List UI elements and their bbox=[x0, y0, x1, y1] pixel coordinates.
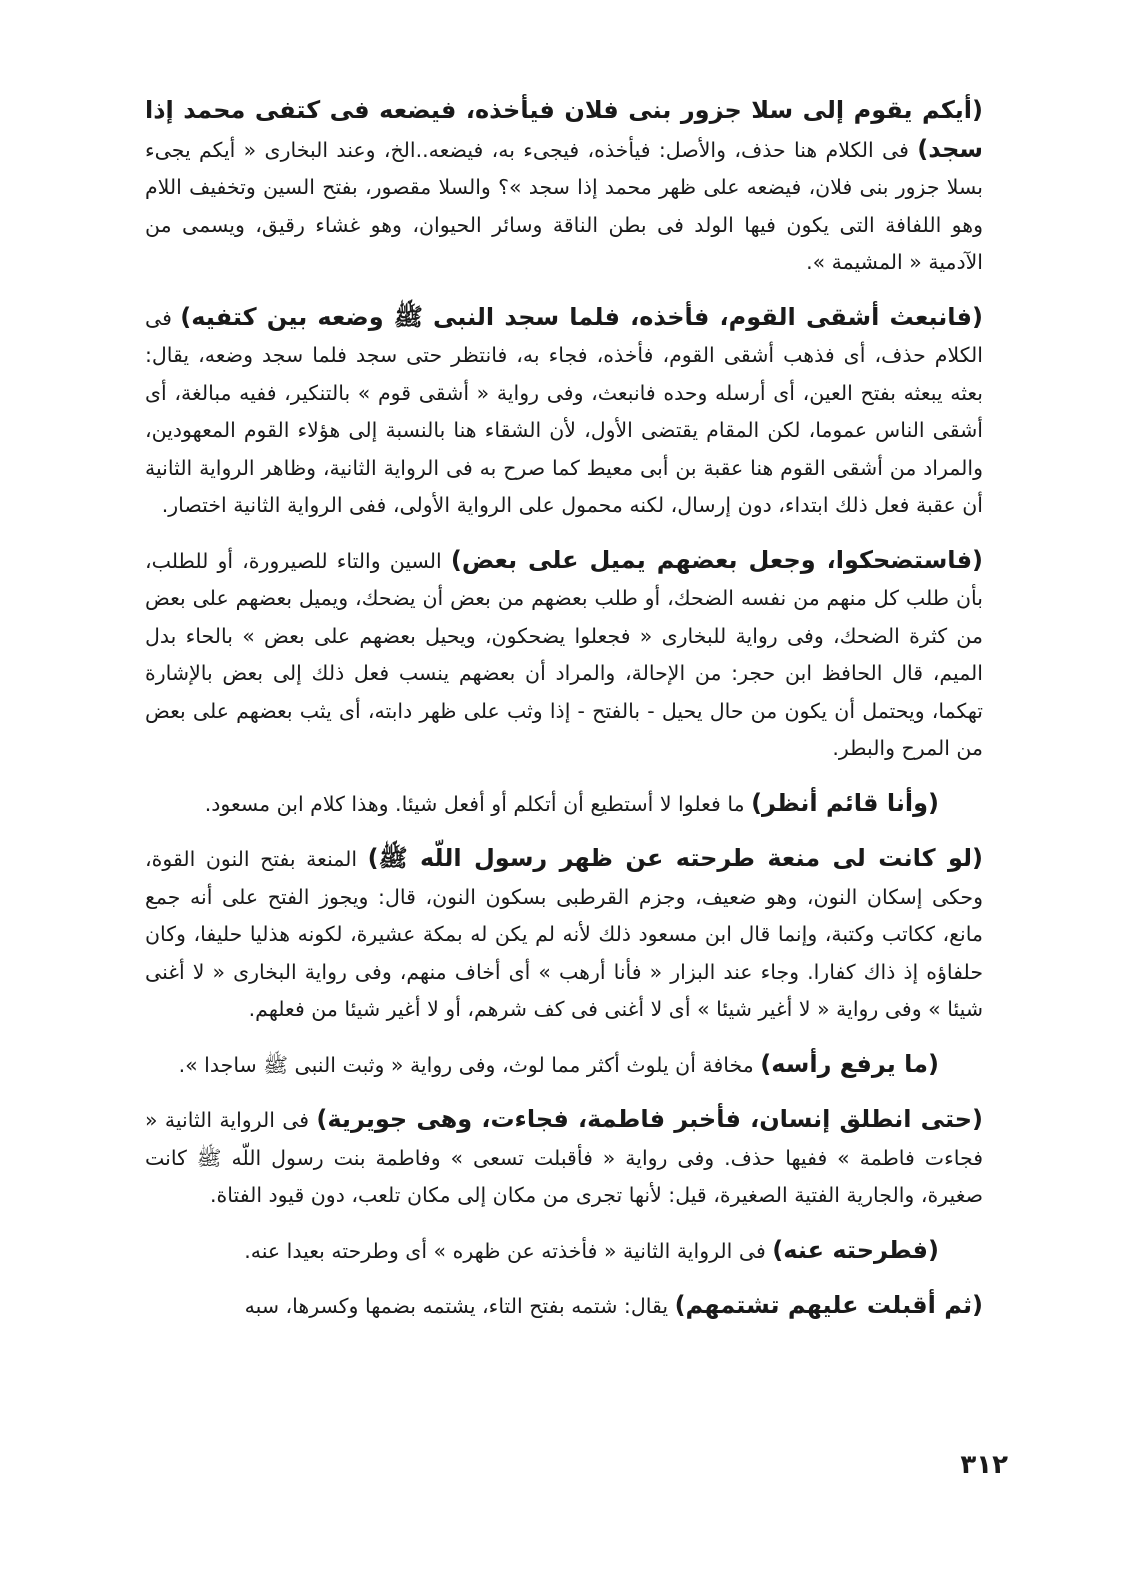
commentary-text: ما فعلوا لا أستطيع أن أتكلم أو أفعل شيئا. وهذا كلام ابن مسعود. bbox=[204, 791, 752, 816]
hadith-lemma: (فانبعث أشقى القوم، فأخذه، فلما سجد النبى ﷺ وضعه بين كتفيه) bbox=[180, 302, 983, 331]
hadith-lemma: (أيكم يقوم إلى سلا جزور بنى فلان فيأخذه، فيضعه فى كتفى محمد إذا سجد) bbox=[145, 96, 983, 163]
commentary-paragraph bbox=[145, 840, 983, 1029]
commentary-text: فى الرواية الثانية « فجاءت فاطمة » ففيها حذف. وفى رواية « فأقبلت تسعى » وفاطمة بنت رسول اللّه ﷺ كانت صغيرة، والجارية الفتية الصغيرة، قيل: لأنها تجرى من مكان إلى مكان تلعب، دون قيود الفتاة. bbox=[145, 1108, 983, 1207]
hadith-lemma: (حتى انطلق إنسان، فأخبر فاطمة، فجاءت، وهى جويرية) bbox=[316, 1105, 984, 1133]
commentary-text: مخافة أن يلوث أكثر مما لوث، وفى رواية « وثبت النبى ﷺ ساجدا ». bbox=[178, 1052, 761, 1077]
commentary-paragraph bbox=[145, 299, 983, 525]
hadith-lemma: (فاستضحكوا، وجعل بعضهم يميل على بعض) bbox=[450, 545, 983, 574]
hadith-lemma: (لو كانت لى منعة طرحته عن ظهر رسول اللّه ﷺ) bbox=[367, 844, 984, 872]
commentary-text: السين والتاء للصيرورة، أو للطلب، بأن طلب كل منهم من نفسه الضحك، أو طلب بعضهم من بعض أن يضحك، ويميل بعضهم على بعض من كثرة الضحك، وفى رواية للبخارى « فجعلوا يضحكون، ويحيل بعضهم على بعض » بالحاء بدل الميم، قال الحافظ ابن حجر: من الإحالة، والمراد أن بعضهم ينسب فعل ذلك إلى بعض بالإشارة تهكما، ويحتمل أن يكون من حال يحيل - بالفتح - إذا وثب على ظهر دابته، أى يثب بعضهم على بعض من المرح والبطر. bbox=[145, 548, 983, 760]
commentary-paragraph bbox=[145, 1232, 983, 1271]
commentary-text: المنعة بفتح النون القوة، وحكى إسكان النون، وهو ضعيف، وجزم القرطبى بسكون النون، قال: ويجوز الفتح على أنه جمع مانع، ككاتب وكتبة، وإنما قال ابن مسعود ذلك لأنه لم يكن له بمكة عشيرة، لكونه هذليا حليفا، وكان حلفاؤه إذ ذاك كفارا. وجاء عند البزار « فأنا أرهب » أى أخاف منهم، وفى رواية البخارى « لا أغنى شيئا » وفى رواية « لا أغير شيئا » أى لا أغنى فى كف شرهم، أو لا أغير شيئا من فعلهم. bbox=[145, 847, 983, 1021]
commentary-text: فى الكلام حذف، أى فذهب أشقى القوم، فأخذه، فجاء به، فانتظر حتى سجد فلما سجد وضعه، يقال: بعثه يبعثه بفتح العين، أى أرسله وحده فانبعث، وفى رواية « أشقى قوم » بالتنكير، ففيه مبالغة، أى أشقى الناس عموما، لكن المقام يقتضى الأول، لأن الشقاء هنا بالنسبة إلى هؤلاء القوم المعهودين، والمراد من أشقى القوم هنا عقبة بن أبى معيط كما صرح به فى الرواية الثانية، وظاهر الرواية الثانية أن عقبة فعل ذلك ابتداء، دون إرسال، لكنه محمول على الرواية الأولى، ففى الرواية الثانية اختصار. bbox=[145, 305, 983, 517]
commentary-paragraph bbox=[145, 785, 983, 824]
hadith-lemma: (وأنا قائم أنظر) bbox=[751, 788, 939, 817]
page-body bbox=[145, 92, 983, 1343]
commentary-paragraph bbox=[145, 1046, 983, 1085]
commentary-paragraph bbox=[145, 1287, 983, 1326]
commentary-paragraph bbox=[145, 1101, 983, 1215]
hadith-lemma: (ثم أقبلت عليهم تشتمهم) bbox=[674, 1291, 983, 1319]
hadith-lemma: (ما يرفع رأسه) bbox=[760, 1049, 939, 1078]
page-number: ٣١٢ bbox=[960, 1450, 1008, 1480]
commentary-text: يقال: شتمه بفتح التاء، يشتمه بضمها وكسرها، سبه bbox=[244, 1294, 675, 1318]
commentary-paragraph bbox=[145, 92, 983, 282]
hadith-lemma: (فطرحته عنه) bbox=[772, 1235, 939, 1264]
commentary-text: فى الرواية الثانية « فأخذته عن ظهره » أى وطرحته بعيدا عنه. bbox=[244, 1238, 773, 1263]
commentary-paragraph bbox=[145, 542, 983, 768]
commentary-text: فى الكلام هنا حذف، والأصل: فيأخذه، فيجىء به، فيضعه..الخ، وعند البخارى « أيكم يجىء بسلا جزور بنى فلان، فيضعه على ظهر محمد إذا سجد »؟ والسلا مقصور، بفتح السين وتخفيف اللام وهو اللفافة التى يكون فيها الولد فى بطن الناقة وسائر الحيوان، وهو غشاء رقيق، ويسمى من الآدمية « المشيمة ». bbox=[145, 137, 983, 274]
